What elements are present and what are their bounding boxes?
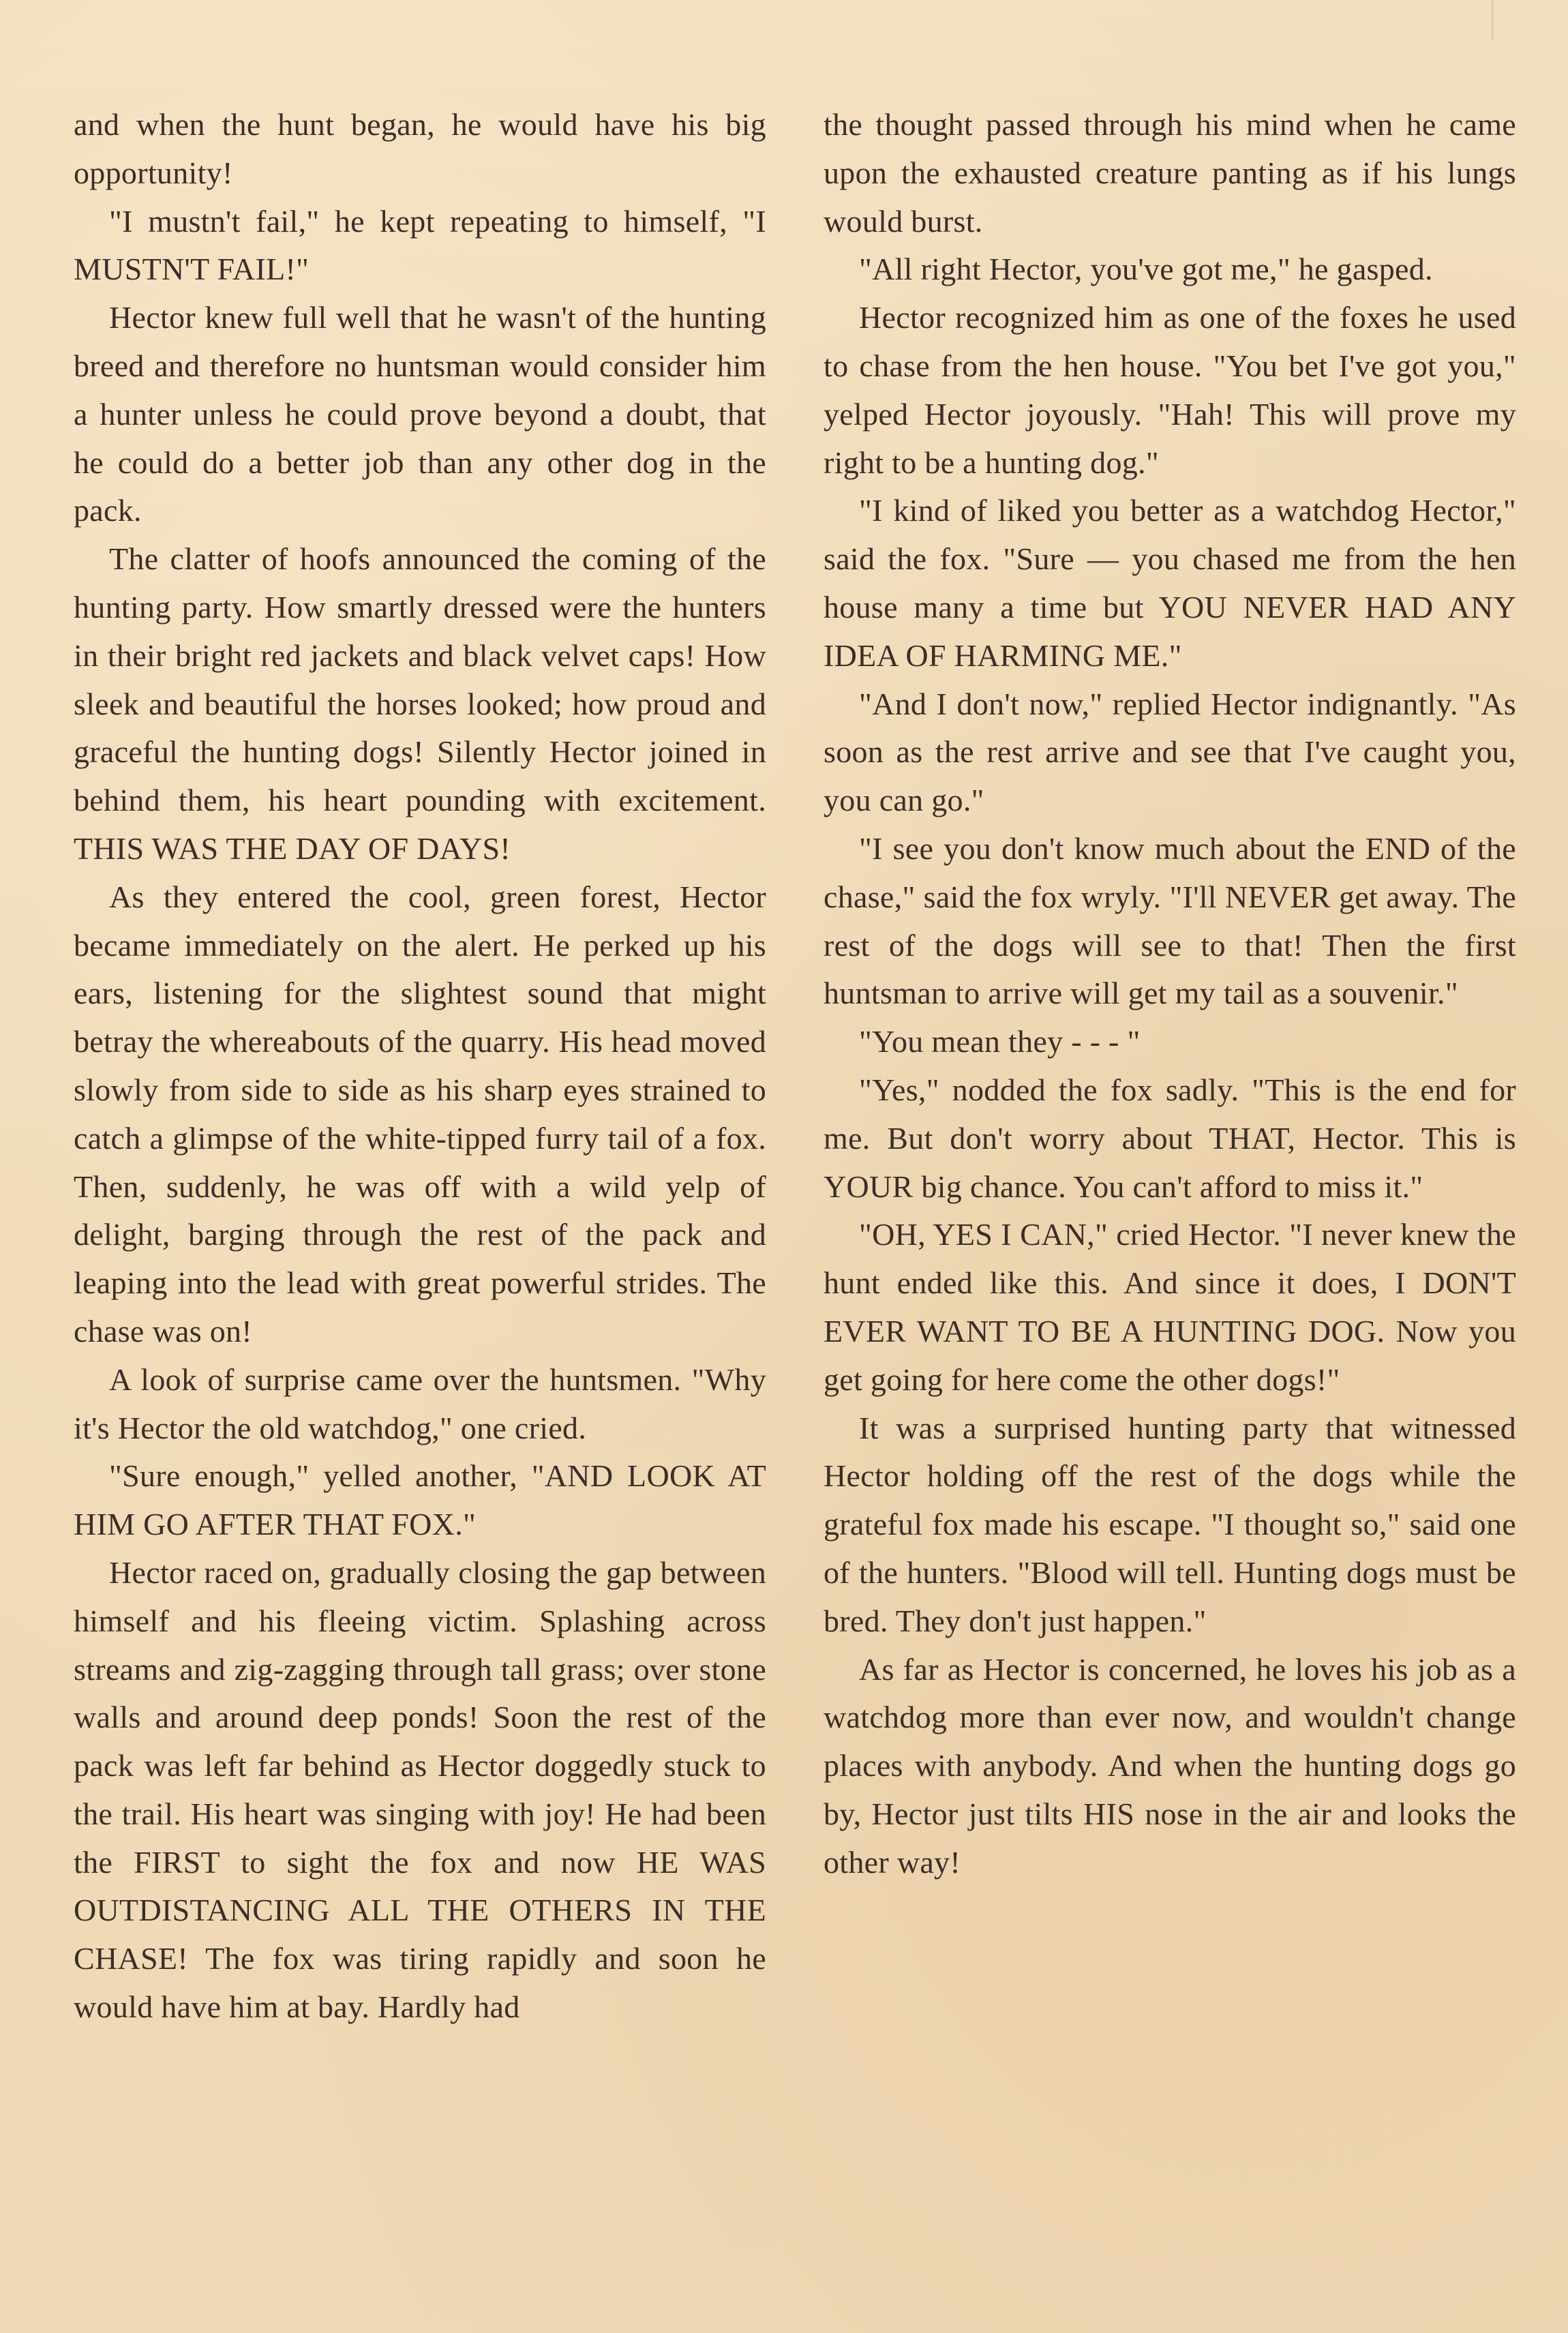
paragraph-right-3: Hector recognized him as one of the foxes he used to chase from the hen house. "You bet I've got you," yelped Hector joyously. "Hah! This will prove my right to be a hunting dog." — [824, 300, 1516, 480]
paragraph-right-9: "OH, YES I CAN," cried Hector. "I never knew the hunt ended like this. And since it does, I DON'T EVER WANT TO BE A HUNTING DOG. Now you get going for here come the other dogs!" — [824, 1217, 1516, 1397]
text-column-right — [824, 101, 1516, 1886]
paragraph-left-5: As they entered the cool, green forest, Hector became immediately on the alert. He perked up his ears, listening for the slightest sound that might betray the whereabouts of the quarry. His head moved slowly from side to side as his sharp eyes strained to catch a glimpse of the white-tipped furry tail of a fox. Then, suddenly, he was off with a wild yelp of delight, barging through the rest of the pack and leaping into the lead with great powerful strides. The chase was on! — [74, 879, 766, 1349]
paper-crease — [1492, 0, 1493, 41]
paragraph-right-8: "Yes," nodded the fox sadly. "This is the end for me. But don't worry about THAT, Hector. This is YOUR big chance. You can't afford to miss it." — [824, 1072, 1516, 1204]
paragraph-left-4: The clatter of hoofs announced the coming of the hunting party. How smartly dressed were the hunters in their bright red jackets and black velvet caps! How sleek and beautiful the horses looked; how proud and graceful the hunting dogs! Silently Hector joined in behind them, his heart pounding with excitement. THIS WAS THE DAY OF DAYS! — [74, 541, 766, 866]
paragraph-left-2: "I mustn't fail," he kept repeating to himself, "I MUSTN'T FAIL!" — [74, 203, 766, 287]
paragraph-left-1: and when the hunt began, he would have his big opportunity! — [74, 107, 766, 190]
paragraph-right-4: "I kind of liked you better as a watchdog Hector," said the fox. "Sure — you chased me from the hen house many a time but YOU NEVER HAD ANY IDEA OF HARMING ME." — [824, 493, 1516, 673]
paragraph-right-6: "I see you don't know much about the END of the chase," said the fox wryly. "I'll NEVER get away. The rest of the dogs will see to that! Then the first huntsman to arrive will get my tail as a souvenir." — [824, 830, 1516, 1011]
paragraph-right-5: "And I don't now," replied Hector indignantly. "As soon as the rest arrive and see that I've caught you, you can go." — [824, 686, 1516, 818]
paragraph-left-3: Hector knew full well that he wasn't of the hunting breed and therefore no huntsman would consider him a hunter unless he could prove beyond a doubt, that he could do a better job than any other dog in the pack. — [74, 300, 766, 528]
paragraph-right-10: It was a surprised hunting party that witnessed Hector holding off the rest of the dogs while the grateful fox made his escape. "I thought so," said one of the hunters. "Blood will tell. Hunting dogs must be bred. They don't just happen." — [824, 1410, 1516, 1638]
paragraph-right-11: As far as Hector is concerned, he loves his job as a watchdog more than ever now, and wouldn't change places with anybody. And when the hunting dogs go by, Hector just tilts HIS nose in the air and looks the other way! — [824, 1651, 1516, 1880]
paragraph-left-8: Hector raced on, gradually closing the gap between himself and his fleeing victim. Splashing across streams and zig-zagging through tall grass; over stone walls and around deep ponds! Soon the rest of the pack was left far behind as Hector doggedly stuck to the trail. His heart was singing with joy! He had been the FIRST to sight the fox and now HE WAS OUTDISTANCING ALL THE OTHERS IN THE CHASE! The fox was tiring rapidly and soon he would have him at bay. Hardly had — [74, 1554, 766, 2025]
paragraph-right-7: "You mean they - - - " — [859, 1024, 1141, 1059]
paragraph-left-7: "Sure enough," yelled another, "AND LOOK AT HIM GO AFTER THAT FOX." — [74, 1458, 766, 1542]
paragraph-left-6: A look of surprise came over the huntsmen. "Why it's Hector the old watchdog," one cried. — [74, 1361, 766, 1445]
text-column-left — [74, 101, 766, 2032]
paragraph-right-1: the thought passed through his mind when he came upon the exhausted creature panting as if his lungs would burst. — [824, 107, 1516, 239]
paragraph-right-2: "All right Hector, you've got me," he gasped. — [859, 252, 1433, 287]
